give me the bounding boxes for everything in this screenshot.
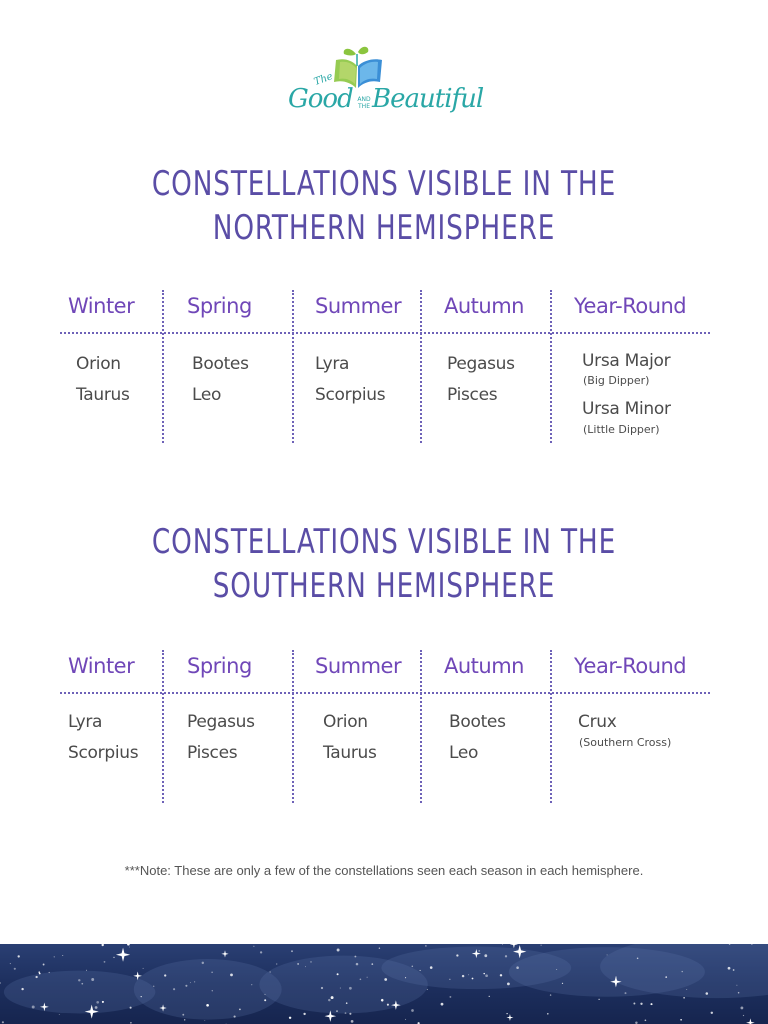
star-dot [21,988,23,990]
star-dot [265,994,266,995]
header-winter: Winter [68,294,135,318]
star-dot [351,1020,354,1023]
star-dot [202,962,204,964]
star-dot [336,1010,338,1012]
star-dot [405,977,406,978]
header-autumn: Autumn [444,294,524,318]
star-dot [456,954,458,956]
star-dot [633,1003,635,1005]
header-winter: Winter [68,654,135,678]
star-dot [173,988,175,990]
star-dot [411,1009,414,1012]
star-dot [54,956,55,957]
star-dot [706,992,709,995]
list-item: Lyra [68,712,103,732]
list-item: Crux [578,712,617,732]
southern-constellation-table [60,648,710,803]
star-dot [264,999,266,1001]
star-dot [405,1019,406,1020]
northern-title-line1: CONSTELLATIONS VISIBLE IN THE [151,164,617,204]
star-dot [340,988,341,989]
star-dot [665,976,667,978]
sparkle-star [116,948,130,962]
list-item: Scorpius [315,385,386,405]
column-divider [420,650,422,803]
star-dot [310,961,312,963]
list-item: Pisces [187,743,238,763]
southern-title [54,520,714,608]
star-dot [230,974,233,977]
header-spring: Spring [187,294,252,318]
star-dot [360,978,362,980]
star-dot [337,973,339,975]
star-dot [78,979,80,981]
star-dot [541,945,542,946]
star-dot [206,1004,209,1007]
star-dot [91,978,94,981]
nebula-cloud [4,971,156,1014]
star-dot [462,975,464,977]
star-dot [449,996,451,998]
logo-the-text: The [312,71,335,88]
star-dot [449,979,450,980]
star-dot [102,1001,104,1003]
header-summer: Summer [315,654,402,678]
star-dot [212,990,213,991]
star-dot [270,972,271,973]
star-dot [182,1014,184,1016]
star-dot [430,966,433,969]
star-dot [500,974,502,976]
header-year-round: Year-Round [574,294,687,318]
star-dot [337,949,340,952]
star-dot [289,1017,291,1019]
star-dot [711,1012,713,1014]
brand-logo [284,44,484,126]
list-item: Pegasus [447,354,515,374]
northern-title [54,162,714,250]
star-dot [472,978,474,980]
column-divider [162,650,164,803]
starry-sky-banner [0,944,768,1024]
star-dot [625,992,627,994]
sparkle-star [746,1018,755,1024]
logo-and-the-text: AND THE [357,96,371,110]
star-dot [412,966,414,968]
star-dot [251,984,252,985]
logo-beautiful-text: Beautiful [372,84,484,114]
star-dot [483,973,484,974]
star-dot [345,1012,347,1014]
star-dot [489,996,490,997]
star-dot [153,985,155,987]
star-dot [346,1002,348,1004]
list-item: Pegasus [187,712,255,732]
star-dot [0,982,1,984]
sparkle-star [510,944,518,948]
star-dot [682,971,683,972]
star-dot [441,1003,444,1006]
list-item: Leo [192,385,222,405]
star-dot [484,954,487,957]
northern-constellation-table [60,288,710,443]
star-dot [129,947,130,948]
header-summer: Summer [315,294,402,318]
star-dot [680,1019,682,1021]
star-dot [239,1008,241,1010]
star-dot [18,955,20,957]
star-dot [81,983,83,985]
list-item: Ursa Major [582,351,671,371]
sparkle-star [506,1014,513,1021]
star-dot [371,963,373,965]
column-divider [292,650,294,803]
star-dot [190,982,191,983]
star-dot [2,1021,4,1023]
star-dot [32,1006,35,1009]
star-dot [305,966,306,967]
list-item: Ursa Minor [582,399,671,419]
column-divider [420,290,422,443]
star-dot [468,974,469,975]
star-dot [505,955,507,957]
star-dot [38,971,40,973]
star-dot [101,944,103,946]
star-dot [141,996,142,997]
star-dot [556,969,557,970]
footnote: ***Note: These are only a few of the constellations seen each season in each hemisphere. [124,863,644,878]
star-dot [640,1003,642,1005]
sparkle-star [221,950,228,957]
star-dot [328,999,330,1001]
star-dot [607,954,608,955]
star-dot [185,985,187,987]
star-dot [506,1013,507,1014]
southern-title-line2: SOUTHERN HEMISPHERE [212,566,556,606]
column-divider [550,650,552,803]
column-divider [550,290,552,443]
star-dot [96,1001,99,1004]
star-dot [62,955,63,956]
list-item: Taurus [76,385,130,405]
star-dot [379,947,380,948]
star-dot [420,970,421,971]
star-dot [387,1004,389,1006]
star-dot [234,1016,236,1018]
list-item-subtitle: (Southern Cross) [579,736,672,749]
star-dot [686,989,687,990]
star-dot [127,944,130,946]
star-dot [43,964,45,966]
star-dot [204,1020,205,1021]
star-dot [507,983,510,986]
star-dot [349,1013,351,1015]
southern-title-line1: CONSTELLATIONS VISIBLE IN THE [151,522,617,562]
header-spring: Spring [187,654,252,678]
star-dot [738,992,740,994]
list-item: Taurus [323,743,377,763]
star-dot [184,1019,185,1020]
star-dot [354,956,356,958]
column-divider [292,290,294,443]
star-dot [349,987,352,990]
star-dot [253,946,254,947]
star-dot [194,981,195,982]
star-dot [356,963,359,966]
star-dot [113,957,114,958]
list-item: Orion [323,712,368,732]
star-dot [427,989,428,990]
list-item: Leo [449,743,479,763]
star-dot [130,1007,132,1009]
star-dot [14,968,16,970]
star-dot [502,944,503,945]
star-dot [143,968,144,969]
logo-good-text: Good [288,84,353,114]
star-dot [10,963,11,964]
star-dot [478,950,480,952]
star-dot [743,1015,744,1016]
list-item-subtitle: (Big Dipper) [583,374,650,387]
star-dot [733,969,735,971]
list-item: Lyra [315,354,350,374]
star-dot [86,970,87,971]
list-item: Pisces [447,385,498,405]
star-dot [104,961,106,963]
header-year-round: Year-Round [574,654,687,678]
star-dot [598,999,599,1000]
star-dot [736,985,737,986]
star-dot [683,997,685,999]
star-dot [381,999,384,1002]
list-item: Bootes [449,712,506,732]
star-dot [291,950,293,952]
list-item-subtitle: (Little Dipper) [583,423,660,436]
star-dot [35,976,37,978]
star-dot [303,1013,305,1015]
column-divider [162,290,164,443]
list-item: Scorpius [68,743,139,763]
list-item: Orion [76,354,121,374]
star-dot [164,974,166,976]
star-dot [95,1006,98,1009]
star-dot [485,974,488,977]
star-dot [637,958,639,960]
star-dot [562,983,563,984]
star-dot [260,951,262,953]
star-dot [297,963,298,964]
star-dot [740,1006,743,1009]
star-dot [650,1003,652,1005]
header-autumn: Autumn [444,654,524,678]
stars-decoration [0,944,768,1024]
star-dot [276,963,277,964]
star-dot [550,994,551,995]
star-dot [130,1022,132,1024]
star-dot [211,971,213,973]
star-dot [728,967,731,970]
star-dot [516,966,519,969]
list-item: Bootes [192,354,249,374]
star-dot [384,978,387,981]
star-dot [331,996,334,999]
star-dot [425,945,427,947]
northern-title-line2: NORTHERN HEMISPHERE [212,208,556,248]
star-dot [367,977,368,978]
star-dot [59,1014,60,1015]
star-dot [547,1013,549,1015]
star-dot [321,987,323,989]
nebula-cloud [134,959,282,1020]
star-dot [49,972,50,973]
star-dot [645,1019,647,1021]
